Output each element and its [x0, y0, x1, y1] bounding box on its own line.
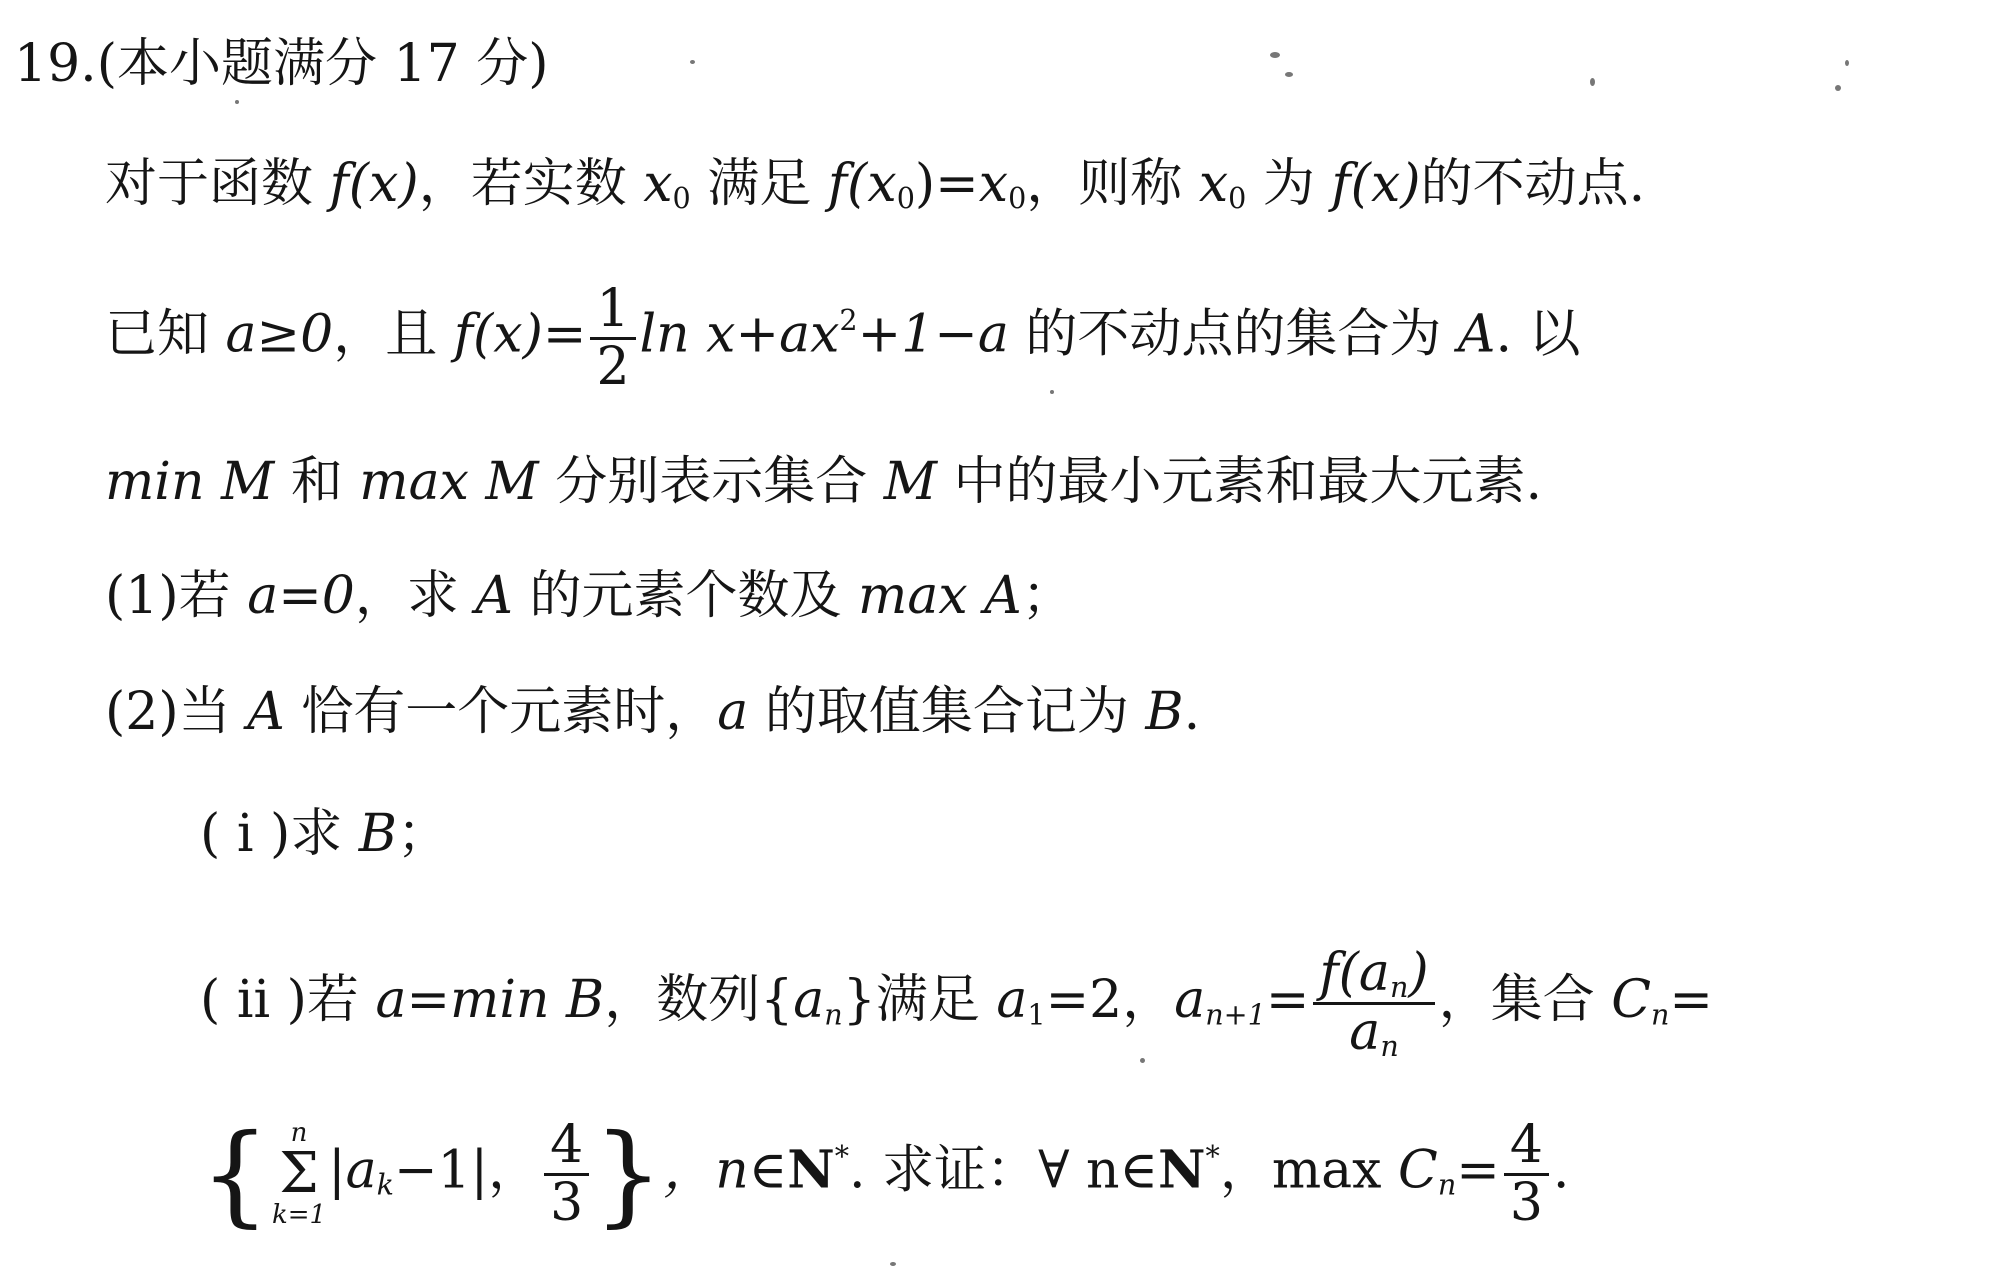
prove-text: . 求证：∀ n∈	[849, 1140, 1159, 1201]
recurrence-fraction	[1313, 943, 1434, 1064]
half-denominator: 2	[596, 336, 630, 397]
set-B: B	[358, 804, 398, 864]
a-eq-minB: a=min B	[375, 970, 605, 1031]
a-n-base: a	[793, 970, 825, 1031]
part-2-end: .	[1183, 682, 1201, 742]
part-2	[105, 682, 1201, 742]
set-C: C	[1611, 970, 1651, 1031]
part-2-label: (2)当	[105, 682, 248, 742]
part-2-i-label: ( ⅰ )求	[200, 804, 359, 864]
naturals-N: N	[1158, 1139, 1206, 1201]
notation-text-2: 分别表示集合	[538, 452, 884, 512]
max-A: max A	[858, 566, 1022, 626]
part-1-text-2: 的元素个数及	[512, 566, 859, 626]
part-1	[105, 566, 1074, 626]
part-2-ii-text-3: ，集合	[1438, 970, 1612, 1031]
max-text: ，max	[1219, 1140, 1399, 1201]
scan-speck	[1835, 85, 1841, 91]
part-2-ii-label: ( ⅱ )若	[200, 970, 376, 1031]
intro-text-6: 的不动点.	[1420, 154, 1646, 214]
recurrence-denominator	[1313, 1002, 1434, 1064]
den-subscript: n	[1380, 1029, 1399, 1064]
part-1-end: ；	[1021, 566, 1074, 626]
intro-text-3: 满足	[690, 154, 828, 214]
fx-symbol: f(x)	[329, 154, 419, 214]
fx-eq: f(x)=	[453, 304, 587, 365]
f-open: f(	[827, 154, 868, 214]
set-B: B	[1145, 682, 1184, 742]
a-np1-subscript: n+1	[1205, 997, 1266, 1032]
scan-speck	[235, 100, 239, 104]
c-n-subscript: n	[1650, 997, 1670, 1032]
abs-close: −1|，	[393, 1140, 541, 1201]
brace-close: }	[593, 1110, 664, 1239]
eq-sign: =	[1265, 970, 1310, 1031]
four-thirds	[544, 1115, 589, 1233]
part-2-ii-text-1: ，数列{	[604, 970, 794, 1031]
part-2-ii-text-2: }满足	[842, 970, 997, 1031]
set-definition-line	[200, 1110, 1570, 1239]
scan-speck	[1270, 52, 1280, 58]
part-1-text-1: ，求	[354, 566, 476, 626]
brace-open: {	[200, 1110, 270, 1239]
intro-text-2: ，若实数	[418, 154, 644, 214]
notation-text-3: 中的最小元素和最大元素.	[937, 452, 1543, 512]
x-symbol: x	[1198, 154, 1229, 214]
half-numerator: 1	[590, 282, 635, 340]
intro-text-5: 为	[1246, 154, 1332, 214]
four-thirds	[1504, 1115, 1549, 1233]
notation-text-1: 和	[274, 452, 360, 512]
given-text-4: . 以	[1495, 304, 1581, 365]
given-text-3: 的不动点的集合为	[1008, 304, 1458, 365]
set-A: A	[247, 682, 285, 742]
a-n-subscript: n	[824, 997, 843, 1032]
score-note: (本小题满分 17 分)	[96, 34, 549, 94]
notation-line	[105, 452, 1543, 512]
max-M: max M	[359, 452, 539, 512]
a-nonneg: a≥0	[225, 304, 334, 365]
four-thirds-den: 3	[1509, 1172, 1543, 1233]
scan-speck	[1050, 390, 1054, 394]
given-text-2: ，且	[333, 304, 454, 365]
naturals-N: N	[787, 1139, 835, 1201]
part-1-label: (1)若	[105, 566, 248, 626]
problem-header	[14, 34, 549, 94]
recurrence-numerator	[1313, 943, 1434, 1005]
eq-end: =	[1669, 970, 1713, 1031]
eq-close: )=	[914, 154, 979, 214]
x-symbol: x	[867, 154, 897, 214]
sum-upper: n	[290, 1118, 308, 1149]
eq-sign: =	[1456, 1140, 1500, 1201]
scan-speck	[690, 60, 695, 64]
n-in: ，n∈	[663, 1140, 788, 1201]
scan-speck	[1285, 72, 1293, 77]
set-M: M	[883, 452, 937, 512]
x0-subscript: 0	[1008, 181, 1027, 216]
part-2-i	[200, 804, 450, 864]
eq-two: =2，	[1045, 970, 1175, 1031]
scan-speck	[1140, 1058, 1145, 1063]
part-2-i-end: ；	[397, 804, 450, 864]
scan-speck	[1845, 60, 1849, 66]
x0-subscript: 0	[896, 181, 915, 216]
constant-term: +1−a	[857, 304, 1009, 365]
num-subscript: n	[1389, 970, 1409, 1005]
x-symbol: x	[643, 154, 673, 214]
sum-lower: k=1	[272, 1200, 327, 1231]
x-symbol: x	[978, 154, 1009, 214]
given-text-1: 已知	[105, 304, 226, 365]
star: *	[834, 1139, 850, 1174]
scan-speck	[890, 1262, 896, 1266]
four-thirds-num: 4	[544, 1118, 589, 1176]
four-thirds-den: 3	[550, 1172, 584, 1233]
intro-line	[105, 154, 1646, 216]
set-line-end: .	[1552, 1140, 1570, 1201]
part-2-ii	[200, 943, 1713, 1064]
star: *	[1205, 1139, 1220, 1174]
a-np1-base: a	[1174, 970, 1206, 1031]
min-M: min M	[105, 452, 275, 512]
den-a: a	[1349, 1002, 1381, 1063]
fx-symbol: f(x)	[1331, 154, 1421, 214]
square-exponent: 2	[839, 303, 858, 338]
set-C: C	[1398, 1140, 1438, 1201]
four-thirds-num: 4	[1504, 1118, 1549, 1176]
intro-text-1: 对于函数	[105, 154, 330, 214]
set-A: A	[475, 566, 513, 626]
num-f-a: f(a	[1319, 943, 1390, 1003]
part-2-text-2: 的取值集合记为	[748, 682, 1146, 742]
a-symbol: a	[717, 682, 749, 742]
summation	[272, 1118, 327, 1231]
c-n-subscript: n	[1437, 1167, 1457, 1202]
part-2-text-1: 恰有一个元素时，	[284, 682, 718, 742]
a-1-subscript: 1	[1027, 997, 1046, 1032]
half-fraction	[590, 279, 635, 397]
scan-speck	[1590, 78, 1595, 86]
given-line	[105, 279, 1581, 397]
problem-number: 19.	[14, 34, 97, 94]
sum-sigma: Σ	[279, 1141, 319, 1207]
num-close: )	[1408, 943, 1429, 1003]
a-eq-zero: a=0	[247, 566, 355, 626]
a-1-base: a	[996, 970, 1028, 1031]
k-subscript: k	[376, 1167, 394, 1202]
x0-subscript: 0	[672, 181, 691, 216]
x0-subscript: 0	[1228, 181, 1247, 216]
intro-text-4: ，则称	[1026, 154, 1199, 214]
set-A: A	[1457, 304, 1496, 365]
abs-open: |a	[328, 1140, 377, 1201]
ln-term: ln x+ax	[639, 304, 840, 365]
